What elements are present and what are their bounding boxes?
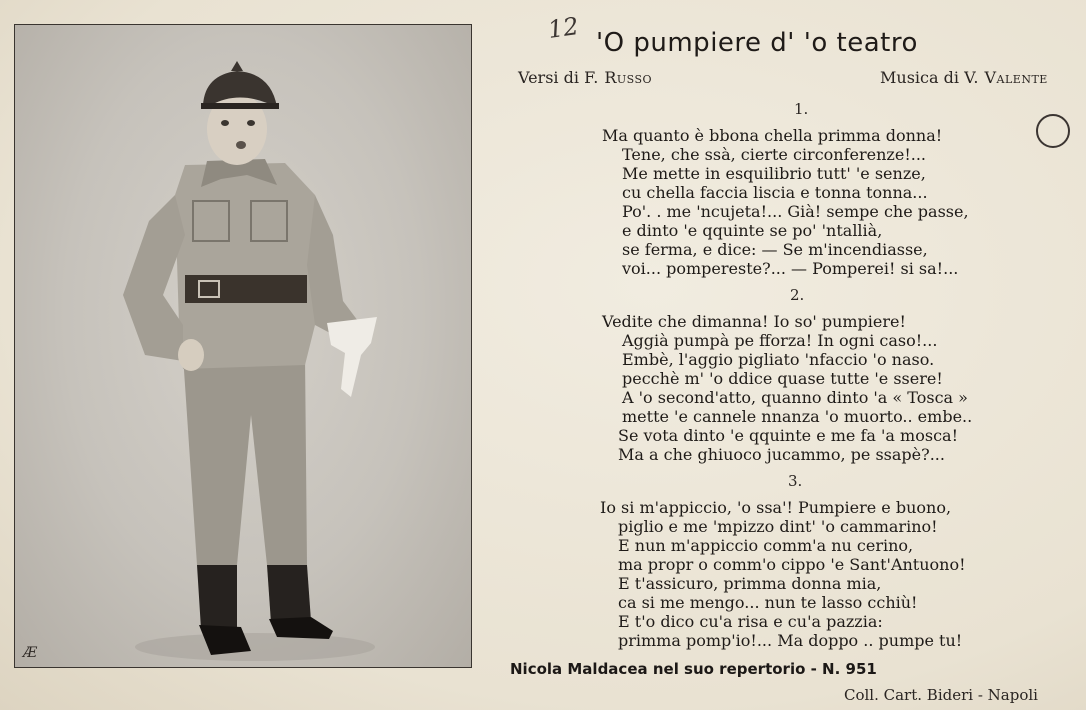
verse-1-line-7: se ferma, e dice: — Se m'incendiasse, <box>622 240 928 259</box>
fireman-figure <box>15 25 471 667</box>
verse-3-line-3: E nun m'appiccio comm'a nu cerino, <box>618 536 914 555</box>
song-title: 'O pumpiere d' 'o teatro <box>596 28 918 58</box>
verse-3-line-4: ma propr o comm'o cippo 'e Sant'Antuono! <box>618 555 966 574</box>
verse-1-number: 1. <box>794 100 809 118</box>
verse-3-line-7: E t'o dico cu'a risa e cu'a pazzia: <box>618 612 883 631</box>
photographer-mark: Æ <box>23 645 38 661</box>
verse-2-line-7: Se vota dinto 'e qquinte e me fa 'a mosca! <box>618 426 958 445</box>
collection-caption: Coll. Cart. Bideri - Napoli <box>844 686 1038 704</box>
portrait-photo <box>14 24 472 668</box>
music-prefix: Musica di <box>880 68 959 87</box>
verse-1-line-4: cu chella faccia liscia e tonna tonna... <box>622 183 928 202</box>
verse-3-line-5: E t'assicuro, primma donna mia, <box>618 574 882 593</box>
verse-1-line-5: Po'. . me 'ncujeta!... Già! sempe che passe, <box>622 202 969 221</box>
verse-2-line-2: Aggià pumpà pe fforza! In ogni caso!... <box>622 331 938 350</box>
verse-2-line-1: Vedite che dimanna! Io so' pumpiere! <box>602 312 906 331</box>
lyrics-prefix: Versi di <box>518 68 579 87</box>
verse-3-line-8: primma pomp'io!... Ma doppo .. pumpe tu! <box>618 631 963 650</box>
pencil-circle-mark <box>1036 114 1070 148</box>
verse-3-number: 3. <box>788 472 803 490</box>
verse-2-line-6: mette 'e cannele nnanza 'o muorto.. embe.. <box>622 407 973 426</box>
verse-3-line-1: Io si m'appiccio, 'o ssa'! Pumpiere e buono, <box>600 498 952 517</box>
verse-1-line-6: e dinto 'e qquinte se po' 'ntallià, <box>622 221 883 240</box>
handwritten-number: 12 <box>546 12 581 44</box>
lyrics-credit <box>518 68 652 87</box>
verse-3-line-2: piglio e me 'mpizzo dint' 'o cammarino! <box>618 517 938 536</box>
verse-3-line-6: ca si me mengo... nun te lasso cchiù! <box>618 593 918 612</box>
verse-1-line-1: Ma quanto è bbona chella primma donna! <box>602 126 943 145</box>
verse-2-line-3: Embè, l'aggio pigliato 'nfaccio 'o naso. <box>622 350 935 369</box>
music-author: V. Valente <box>964 68 1048 87</box>
verse-2-number: 2. <box>790 286 805 304</box>
series-caption: Nicola Maldacea nel suo repertorio - N. 951 <box>510 660 877 678</box>
verse-2-line-4: pecchè m' 'o ddice quase tutte 'e ssere! <box>622 369 943 388</box>
verse-2-line-8: Ma a che ghiuoco jucammo, pe ssapè?... <box>618 445 945 464</box>
verse-2-line-5: A 'o second'atto, quanno dinto 'a « Tosca » <box>622 388 968 407</box>
verse-1-line-3: Me mette in esquilibrio tutt' 'e senze, <box>622 164 926 183</box>
lyrics-author: F. Russo <box>584 68 653 87</box>
verse-1-line-8: voi... pompereste?... — Pomperei! si sa!... <box>622 259 959 278</box>
verse-1-line-2: Tene, che ssà, cierte circonferenze!... <box>622 145 926 164</box>
music-credit <box>880 68 1048 87</box>
